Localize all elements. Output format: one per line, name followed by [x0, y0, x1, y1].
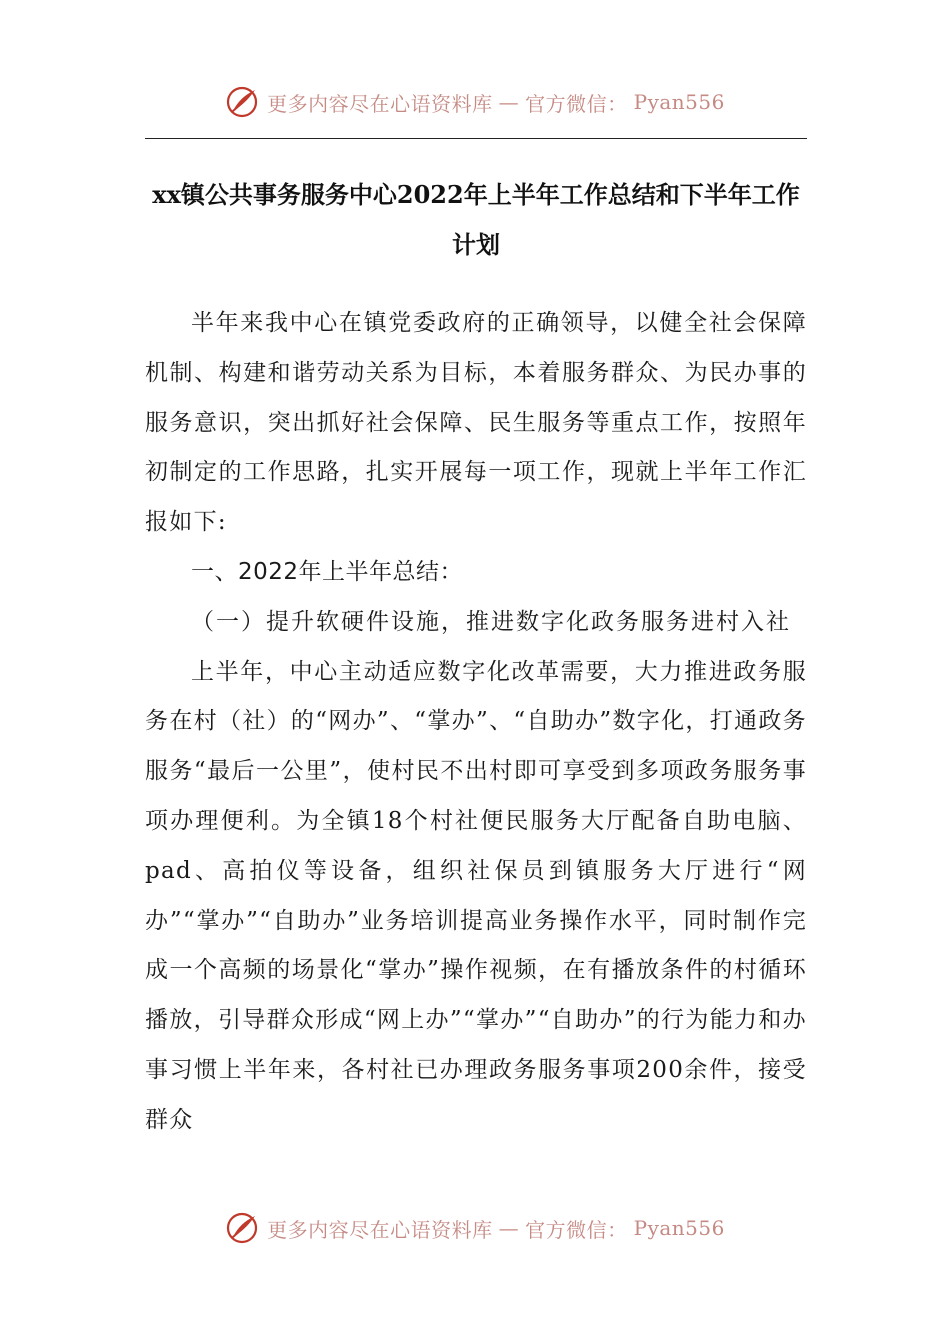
- footer-banner: [0, 1208, 950, 1248]
- banner-dash: —: [498, 90, 520, 114]
- quill-logo-icon: [225, 84, 261, 120]
- subsection-heading: （一）提升软硬件设施，推进数字化政务服务进村入社: [191, 608, 791, 635]
- banner-dash: —: [498, 1216, 520, 1240]
- quill-logo-icon: [225, 1210, 261, 1246]
- header-banner: [0, 82, 950, 122]
- banner-wechat-label: 官方微信：: [525, 1217, 628, 1242]
- banner-site-text: 更多内容尽在心语资料库: [267, 91, 493, 116]
- header-divider: [145, 138, 807, 139]
- banner-wechat-id: Pyan556: [633, 1216, 725, 1240]
- document-title: xx镇公共事务服务中心2022年上半年工作总结和下半年工作计划: [152, 180, 800, 259]
- document-body: [145, 299, 807, 1146]
- intro-paragraph: 半年来我中心在镇党委政府的正确领导，以健全社会保障机制、构建和谐劳动关系为目标，本着服务群众、为民办事的服务意识，突出抓好社会保障、民生服务等重点工作，按照年初制定的工作思路，扎实开展每一项工作，现就上半年工作汇报如下:: [145, 310, 807, 536]
- banner-site-text: 更多内容尽在心语资料库: [267, 1217, 493, 1242]
- section-heading: 一、2022年上半年总结：: [191, 558, 464, 585]
- body-paragraph: 上半年，中心主动适应数字化改革需要，大力推进政务服务在村（社）的“网办”、“掌办”、“自助办”数字化，打通政务服务“最后一公里”，使村民不出村即可享受到多项政务服务事项办理便利。为全镇18个村社便民服务大厅配备自助电脑、pad、高拍仪等设备，组织社保员到镇服务大厅进行“网办”“掌办”“自助办”业务培训提高业务操作水平，同时制作完成一个高频的场景化“掌办”操作视频，在有播放条件的村循环播放，引导群众形成“网上办”“掌办”“自助办”的行为能力和办事习惯上半年来，各村社已办理政务服务事项200余件，接受群众: [145, 658, 807, 1133]
- banner-wechat-id: Pyan556: [633, 90, 725, 114]
- banner-wechat-label: 官方微信：: [525, 91, 628, 116]
